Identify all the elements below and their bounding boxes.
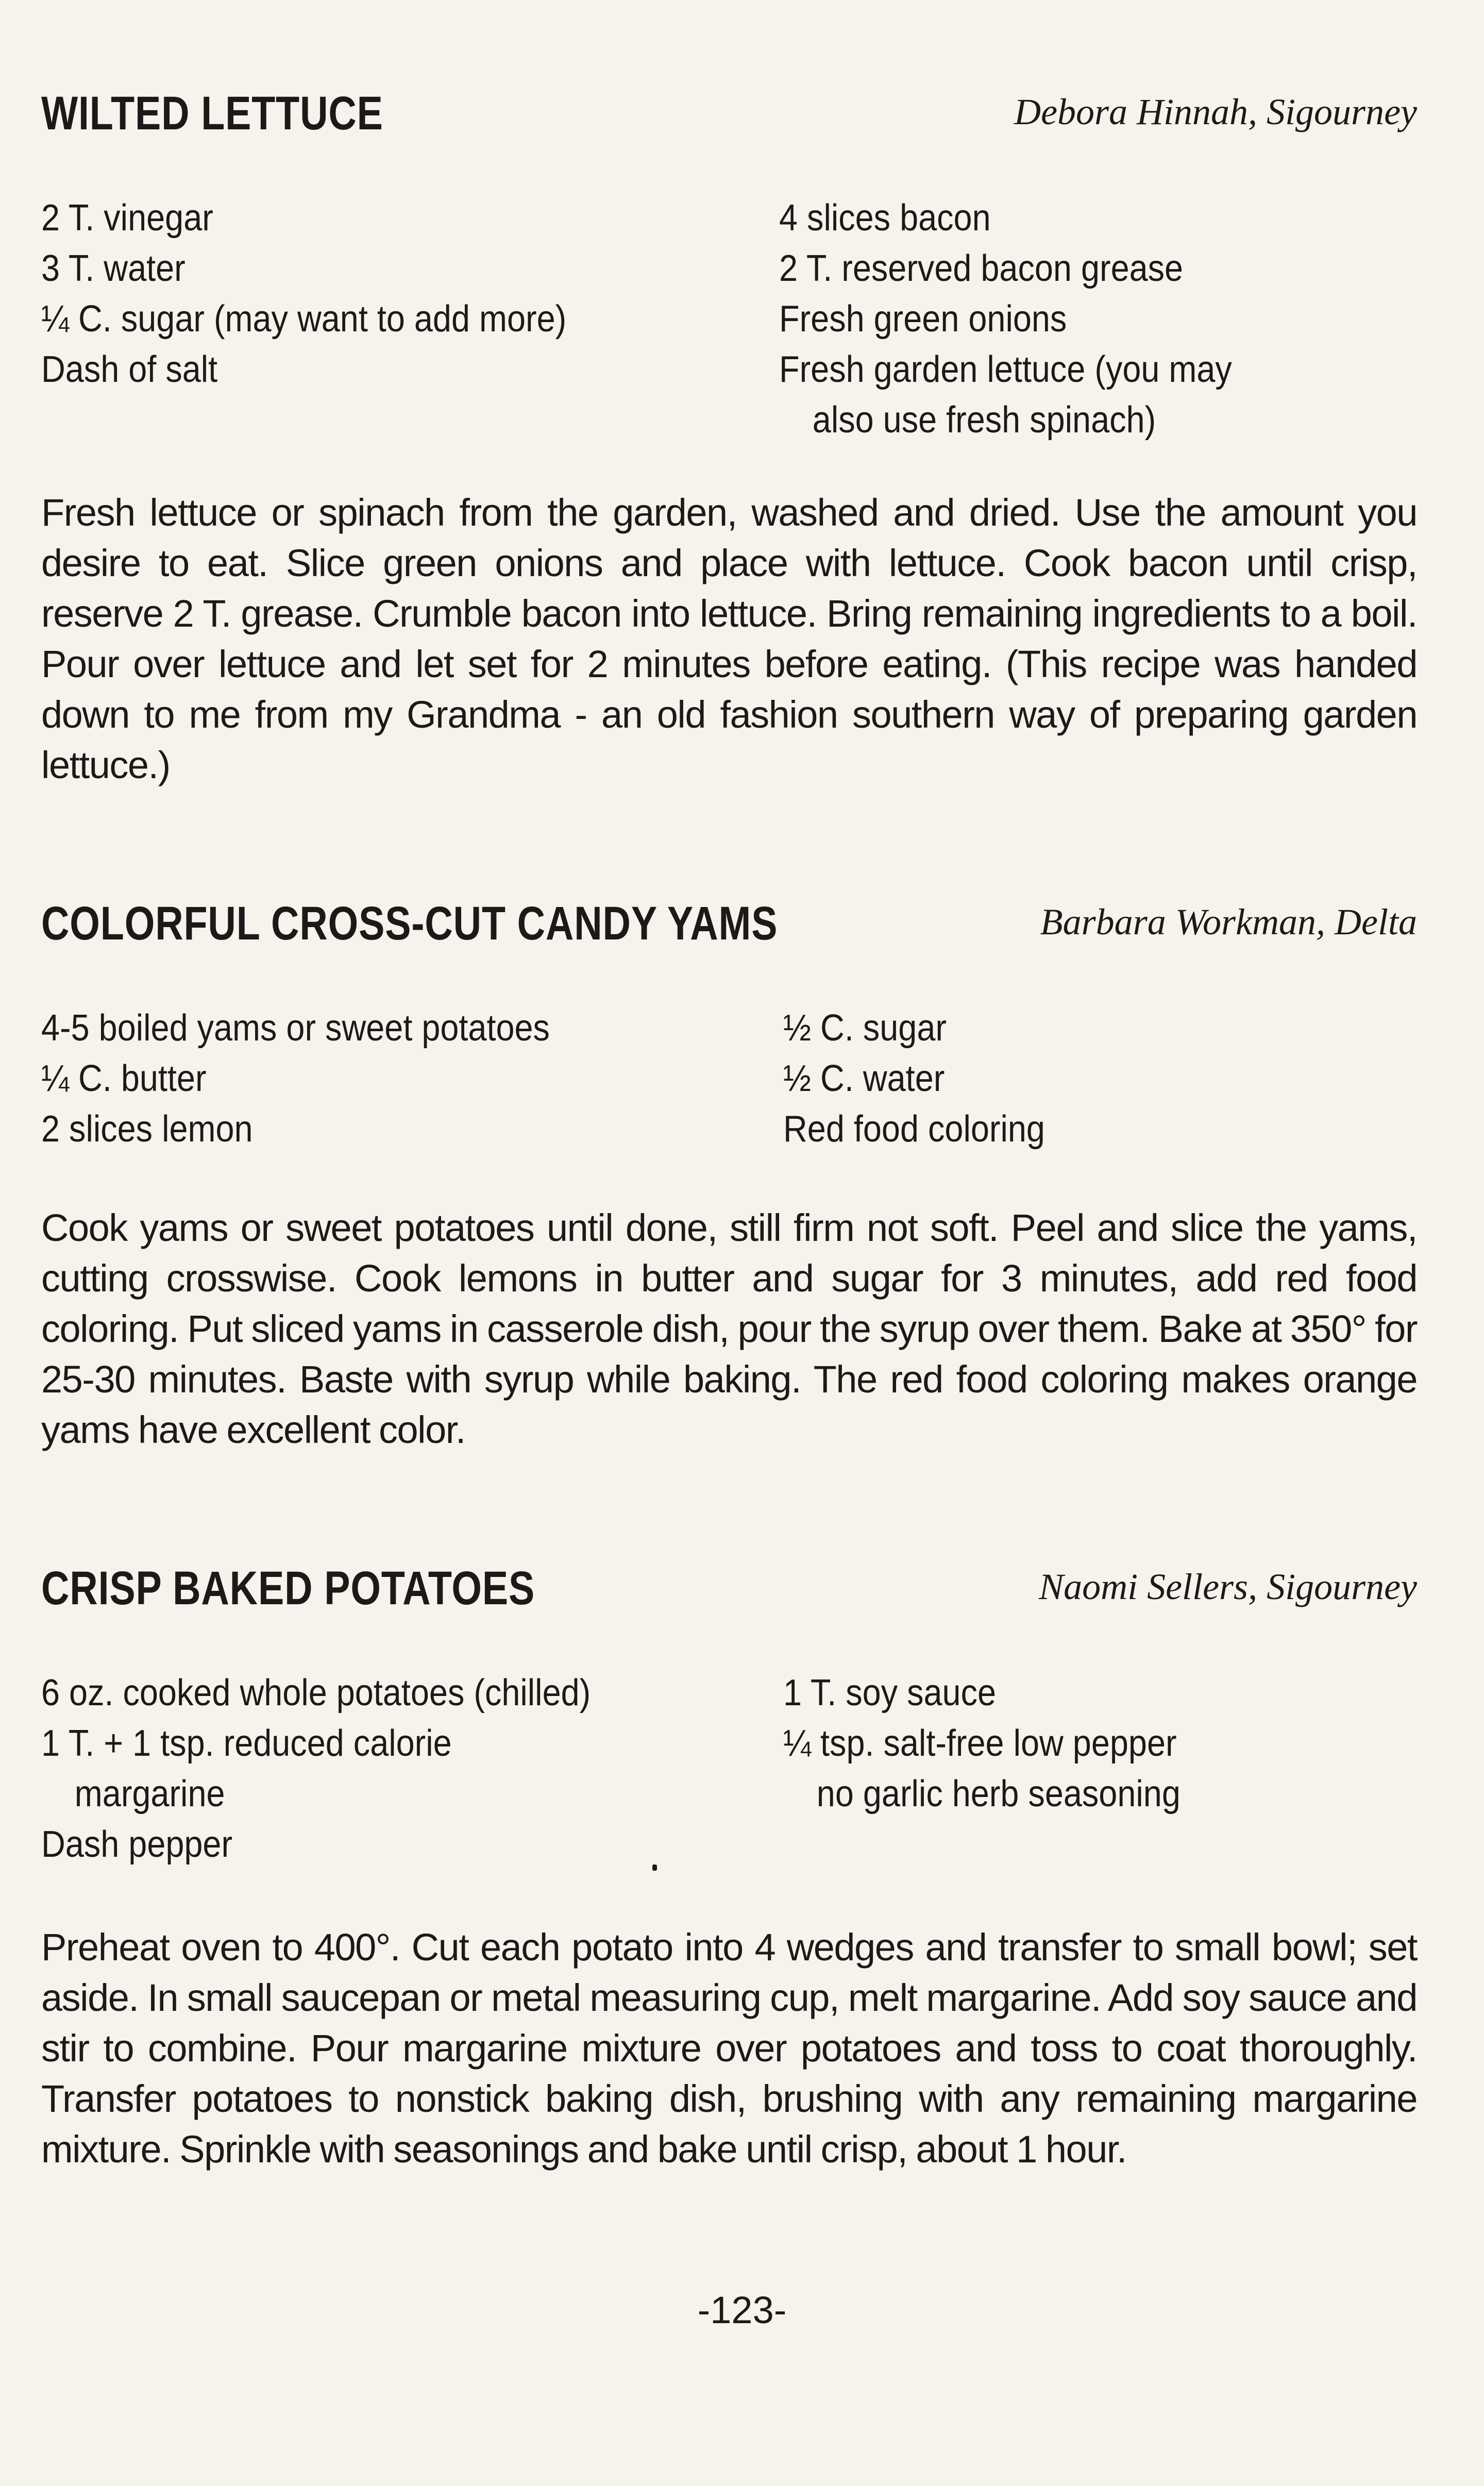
ingredient: 2 slices lemon xyxy=(41,1108,253,1150)
ingredient: Red food coloring xyxy=(783,1108,1045,1150)
ingredient: 4 slices bacon xyxy=(779,197,991,239)
ingredient: 2 T. reserved bacon grease xyxy=(779,248,1184,289)
print-speck xyxy=(652,1864,657,1871)
ingredient-continued: also use fresh spinach) xyxy=(812,399,1156,441)
recipe-author: Barbara Workman, Delta xyxy=(1040,901,1417,943)
ingredient: ½ C. sugar xyxy=(783,1007,947,1049)
recipe-title: COLORFUL CROSS-CUT CANDY YAMS xyxy=(41,897,778,950)
ingredients-left xyxy=(41,1003,550,1154)
ingredient: ¼ tsp. salt-free low pepper xyxy=(783,1723,1177,1764)
ingredients-right xyxy=(783,1668,1181,1819)
recipe-author: Debora Hinnah, Sigourney xyxy=(1014,91,1417,132)
ingredient: 2 T. vinegar xyxy=(41,197,213,239)
recipe-title: WILTED LETTUCE xyxy=(41,87,383,140)
page-number: -123- xyxy=(697,2289,787,2331)
ingredient: 1 T. + 1 tsp. reduced calorie xyxy=(41,1723,452,1764)
ingredient: ½ C. water xyxy=(783,1058,945,1099)
ingredient: Dash pepper xyxy=(41,1824,233,1865)
recipe-directions: Preheat oven to 400°. Cut each potato into 4 wedges and transfer to small bowl; set aside. In small saucepan or metal measuring cup, melt margarine. Add soy sauce and stir to combine. Pour margarine mixture over potatoes and toss to coat thoroughly. Transfer potatoes to nonstick baking dish, brushing with any remaining margarine mixture. Sprinkle with seasonings and bake until crisp, about 1 hour. xyxy=(41,1926,1417,2171)
ingredient-continued: no garlic herb seasoning xyxy=(816,1773,1181,1815)
recipe-crisp-baked-potatoes xyxy=(41,1561,1417,2231)
recipe-directions: Cook yams or sweet potatoes until done, still firm not soft. Peel and slice the yams, cutting crosswise. Cook lemons in butter and sugar for 3 minutes, add red food coloring. Put sliced yams in casserole dish, pour the syrup over them. Bake at 350° for 25-30 minutes. Baste with syrup while baking. The red food coloring makes orange yams have excellent color. xyxy=(41,1206,1417,1451)
ingredient: 1 T. soy sauce xyxy=(783,1672,997,1714)
recipe-candy-yams xyxy=(41,897,1417,1464)
ingredient: 6 oz. cooked whole potatoes (chilled) xyxy=(41,1672,591,1714)
ingredient: ¼ C. sugar (may want to add more) xyxy=(41,298,567,340)
ingredient: Fresh garden lettuce (you may xyxy=(779,349,1232,390)
ingredient: ¼ C. butter xyxy=(41,1058,207,1099)
ingredients-right xyxy=(779,193,1232,445)
recipe-directions: Fresh lettuce or spinach from the garden, washed and dried. Use the amount you desire to eat. Slice green onions and place with lettuce. Cook bacon until crisp, reserve 2 T. grease. Crumble bacon into lettuce. Bring remaining ingredients to a boil. Pour over lettuce and let set for 2 minutes before eating. (This recipe was handed down to me from my Grandma - an old fashion southern way of preparing garden lettuce.) xyxy=(41,491,1417,786)
ingredients-right xyxy=(783,1003,1045,1154)
ingredient: 4-5 boiled yams or sweet potatoes xyxy=(41,1007,550,1049)
ingredient: 3 T. water xyxy=(41,248,185,289)
ingredients-left xyxy=(41,1668,591,1870)
ingredients-left xyxy=(41,193,566,395)
recipe-title: CRISP BAKED POTATOES xyxy=(41,1562,535,1615)
ingredient: Dash of salt xyxy=(41,349,218,390)
recipe-wilted-lettuce xyxy=(41,87,1417,808)
recipe-author: Naomi Sellers, Sigourney xyxy=(1039,1566,1417,1607)
ingredient: Fresh green onions xyxy=(779,298,1067,340)
ingredient-continued: margarine xyxy=(74,1773,225,1815)
